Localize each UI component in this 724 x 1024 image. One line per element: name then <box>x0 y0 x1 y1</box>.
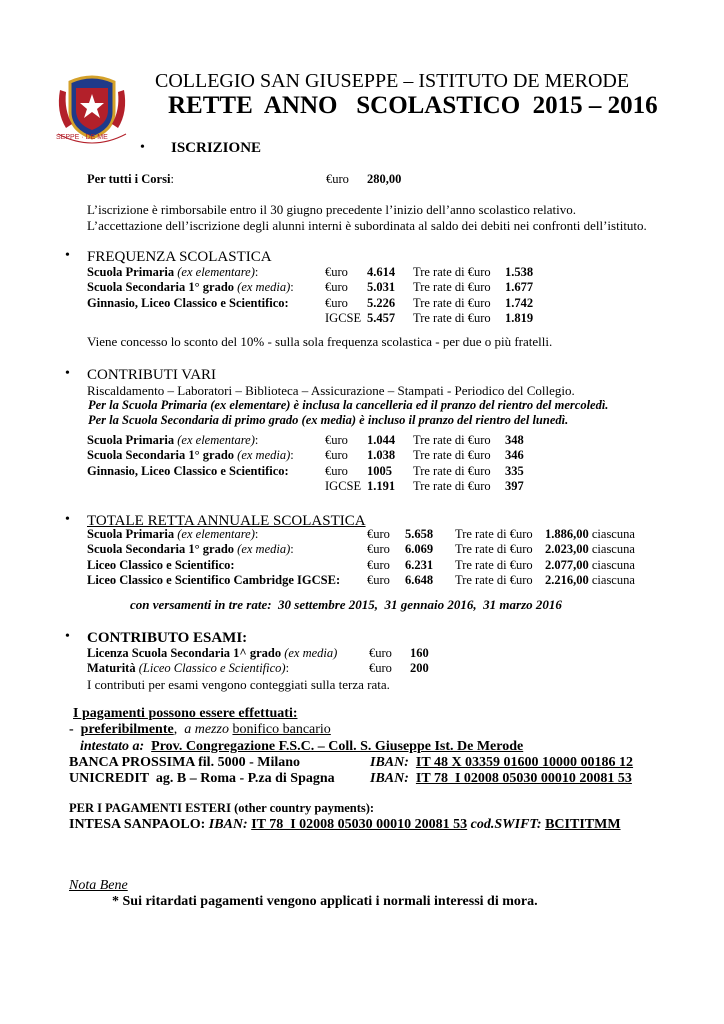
fee-rate-value: 1.886,00 <box>545 527 589 541</box>
fee-rate-amount: 1.538 <box>505 265 534 279</box>
esami-note: I contributi per esami vengono conteggiati sulla terza rata. <box>87 677 390 692</box>
fee-currency: €uro <box>367 527 390 541</box>
versamenti-dates: con versamenti in tre rate: 30 settembre 2015, 31 gennaio 2016, 31 marzo 2016 <box>130 597 562 612</box>
bullet-icon: • <box>65 512 70 527</box>
pagamenti-heading: I pagamenti possono essere effettuati: <box>73 706 298 721</box>
fee-currency: €uro <box>325 295 348 310</box>
section-heading-frequenza: FREQUENZA SCOLASTICA <box>87 249 272 265</box>
fee-amount: 5.226 <box>367 295 396 310</box>
fee-label-sub: (ex media) <box>234 542 291 557</box>
fee-currency: IGCSE <box>325 310 362 325</box>
fee-label-colon: : <box>254 265 259 279</box>
fee-label <box>87 433 258 448</box>
fee-amount: 5.457 <box>367 310 396 325</box>
fee-rate-amount: 346 <box>505 448 524 463</box>
swift-label: cod.SWIFT: <box>470 817 542 832</box>
iscrizione-amount: 280,00 <box>367 172 402 186</box>
iscrizione-label: Per tutti i Corsi <box>87 172 171 186</box>
fee-label-colon: : <box>290 542 294 557</box>
page-title: RETTE ANNO SCOLASTICO 2015 – 2016 <box>168 92 658 119</box>
contributi-note-1: Per la Scuola Primaria (ex elementare) è inclusa la cancelleria ed il pranzo del rientro del mercoledì. <box>88 398 609 412</box>
fee-label-colon: : <box>290 448 294 463</box>
intestato-label: intestato a: <box>80 739 145 754</box>
fee-amount: 5.031 <box>367 280 396 295</box>
a-mezzo: a mezzo <box>184 722 229 737</box>
fee-rate-suffix: ciascuna <box>588 557 635 572</box>
bank-unicredit: UNICREDIT ag. B – Roma - P.za di Spagna <box>69 771 335 786</box>
esami-currency: €uro <box>369 646 392 660</box>
iscrizione-currency: €uro <box>326 172 349 186</box>
esteri-heading: PER I PAGAMENTI ESTERI (other country payments): <box>69 801 375 815</box>
fee-rate-amount <box>545 573 635 588</box>
fee-rate-label: Tre rate di €uro <box>413 448 491 463</box>
fee-currency: €uro <box>367 557 390 572</box>
fee-amount: 1.191 <box>367 478 396 493</box>
fee-rate-amount <box>545 542 635 557</box>
fee-amount: 6.069 <box>405 542 434 557</box>
bullet-icon: • <box>65 629 70 644</box>
bonifico-bancario: bonifico bancario <box>232 722 331 737</box>
fee-label <box>87 280 294 295</box>
iscrizione-note-2: L’accettazione dell’iscrizione degli alunni interni è subordinata al saldo dei debiti nei confronti dell’istituto. <box>87 218 647 233</box>
iban-3: IT 78 I 02008 05030 00010 20081 53 <box>251 817 468 832</box>
iban-1: IT 48 X 03359 01600 10000 00186 12 <box>415 755 634 770</box>
frequenza-discount-note: Viene concesso lo sconto del 10% - sulla sola frequenza scolastica - per due o più fratelli. <box>87 334 553 349</box>
fee-label <box>87 573 340 588</box>
fee-rate-amount: 348 <box>505 433 524 447</box>
fee-rate-label: Tre rate di €uro <box>413 295 491 310</box>
fee-rate-amount <box>545 558 635 573</box>
totale-table <box>87 527 647 591</box>
fee-rate-suffix: ciascuna <box>588 542 635 557</box>
iban-label: IBAN: <box>370 755 409 770</box>
fee-rate-value: 2.216,00 <box>545 572 589 587</box>
fee-label-sub: (ex elementare) <box>174 527 255 541</box>
fee-label-text: Scuola Secondaria 1° grado <box>87 280 235 295</box>
fee-rate-label: Tre rate di €uro <box>455 527 533 541</box>
fee-currency: €uro <box>325 463 348 478</box>
school-crest-logo <box>52 72 132 150</box>
fee-label-text: Liceo Classico e Scientifico Cambridge IGCSE: <box>87 572 341 587</box>
esami-currency: €uro <box>369 661 392 675</box>
iban-2-line <box>370 771 632 787</box>
preferibilmente: preferibilmente <box>80 722 174 737</box>
esami-amount: 160 <box>410 646 429 660</box>
esami-colon: : <box>285 661 290 675</box>
esami-row <box>87 661 289 676</box>
fee-currency: €uro <box>367 542 390 557</box>
section-heading-totale: TOTALE RETTA ANNUALE SCOLASTICA <box>87 513 366 529</box>
esami-label: Maturità <box>87 661 136 675</box>
fee-label-text: Scuola Secondaria 1° grado <box>87 448 235 463</box>
fee-amount: 1.044 <box>367 433 396 447</box>
comma: , <box>173 722 178 737</box>
contributi-table <box>87 433 607 497</box>
fee-currency: €uro <box>325 280 348 295</box>
fee-label <box>87 542 294 557</box>
fee-rate-label: Tre rate di €uro <box>413 280 491 295</box>
fee-rate-suffix: ciascuna <box>588 572 635 587</box>
fee-rate-amount <box>545 527 635 542</box>
fee-label-colon: : <box>254 527 259 541</box>
fee-amount: 5.658 <box>405 527 434 541</box>
fee-rate-label: Tre rate di €uro <box>413 310 491 325</box>
iban-label: IBAN: <box>208 817 248 832</box>
fee-rate-amount: 1.819 <box>505 310 534 325</box>
fee-amount: 4.614 <box>367 265 396 279</box>
fee-currency: IGCSE <box>325 478 362 493</box>
fee-rate-amount: 1.677 <box>505 280 534 295</box>
fee-label-sub: (ex elementare) <box>174 433 255 447</box>
fee-label-text: Scuola Secondaria 1° grado <box>87 542 235 557</box>
iscrizione-row <box>87 172 174 187</box>
section-heading-contributi: CONTRIBUTI VARI <box>87 367 217 383</box>
iscrizione-note-1: L’iscrizione è rimborsabile entro il 30 giugno precedente l’inizio dell’anno scolastico relativo. <box>87 202 577 217</box>
esami-label: Licenza Scuola Secondaria 1^ grado <box>87 646 282 660</box>
fee-amount: 6.231 <box>405 557 434 572</box>
intesa-bank: INTESA SANPAOLO: <box>69 817 206 832</box>
crest-motto: SEPPE · DE ME <box>56 134 108 141</box>
fee-amount: 1005 <box>367 463 392 478</box>
fee-label-sub: (ex elementare) <box>174 265 255 279</box>
institution-name: COLLEGIO SAN GIUSEPPE – ISTITUTO DE MERODE <box>155 70 630 92</box>
iban-2: IT 78 I 02008 05030 00010 20081 53 <box>415 771 632 786</box>
fee-label-colon: : <box>254 433 259 447</box>
iscrizione-colon: : <box>170 172 174 186</box>
frequenza-table <box>87 265 607 329</box>
fee-label-text: Liceo Classico e Scientifico: <box>87 557 235 572</box>
fee-label <box>87 464 289 479</box>
bullet-icon: • <box>65 248 70 263</box>
intesa-line <box>69 817 621 833</box>
dash: - <box>69 722 74 737</box>
bullet-icon: • <box>140 140 145 155</box>
fee-label-sub: (ex media) <box>234 448 291 463</box>
fee-rate-amount: 1.742 <box>505 295 534 310</box>
swift-code: BCITITMM <box>545 817 621 832</box>
fee-rate-amount: 335 <box>505 463 524 478</box>
bank-prossima: BANCA PROSSIMA fil. 5000 - Milano <box>69 755 301 770</box>
nota-bene-text: * Sui ritardati pagamenti vengono applicati i normali interessi di mora. <box>112 894 538 909</box>
fee-rate-label: Tre rate di €uro <box>455 572 533 587</box>
esami-sub: (Liceo Classico e Scientifico) <box>135 661 286 675</box>
fee-currency: €uro <box>325 265 348 279</box>
fee-rate-label: Tre rate di €uro <box>413 433 491 447</box>
fee-rate-value: 2.077,00 <box>545 557 589 572</box>
fee-label-sub: (ex media) <box>234 280 291 295</box>
section-heading-esami: CONTRIBUTO ESAMI: <box>87 630 248 646</box>
fee-rate-suffix: ciascuna <box>588 527 635 541</box>
fee-amount: 1.038 <box>367 448 396 463</box>
fee-label-text: Scuola Primaria <box>87 265 175 279</box>
fee-label <box>87 265 258 280</box>
fee-rate-value: 2.023,00 <box>545 542 589 557</box>
iban-1-line <box>370 755 633 771</box>
esami-amount: 200 <box>410 661 429 675</box>
pagamenti-preferred-line <box>69 722 331 738</box>
iban-label: IBAN: <box>370 771 409 786</box>
fee-rate-amount: 397 <box>505 478 524 493</box>
nota-bene-heading: Nota Bene <box>69 878 128 893</box>
fee-rate-label: Tre rate di €uro <box>455 542 533 557</box>
intestatario: Prov. Congregazione F.S.C. – Coll. S. Giuseppe Ist. De Merode <box>151 739 524 754</box>
contributi-description: Riscaldamento – Laboratori – Biblioteca – Assicurazione – Stampati - Periodico del Collegio. <box>87 383 575 398</box>
fee-label-text: Ginnasio, Liceo Classico e Scientifico: <box>87 463 289 478</box>
intestato-line <box>80 739 523 755</box>
fee-rate-label: Tre rate di €uro <box>413 463 491 478</box>
fee-amount: 6.648 <box>405 572 434 587</box>
section-heading-iscrizione: ISCRIZIONE <box>171 140 262 156</box>
fee-label-colon: : <box>290 280 294 295</box>
fee-label <box>87 558 235 573</box>
fee-rate-label: Tre rate di €uro <box>455 557 533 572</box>
fee-currency: €uro <box>325 448 348 463</box>
esami-row <box>87 646 337 661</box>
fee-label-text: Scuola Primaria <box>87 527 175 541</box>
fee-rate-label: Tre rate di €uro <box>413 265 491 279</box>
bullet-icon: • <box>65 366 70 381</box>
fee-label <box>87 527 258 542</box>
fee-currency: €uro <box>325 433 348 447</box>
contributi-note-2: Per la Scuola Secondaria di primo grado (ex media) è incluso il pranzo del rientro del lunedì. <box>88 413 569 427</box>
fee-label <box>87 296 289 311</box>
fee-rate-label: Tre rate di €uro <box>413 478 491 493</box>
fee-label-text: Ginnasio, Liceo Classico e Scientifico: <box>87 295 289 310</box>
fee-currency: €uro <box>367 572 390 587</box>
fee-label-text: Scuola Primaria <box>87 433 175 447</box>
esami-sub: (ex media) <box>281 646 338 660</box>
fee-label <box>87 448 294 463</box>
